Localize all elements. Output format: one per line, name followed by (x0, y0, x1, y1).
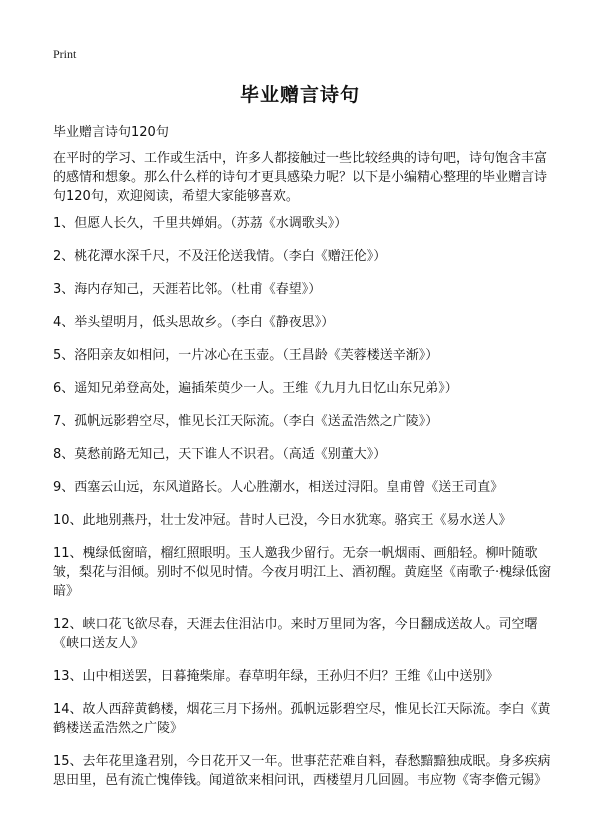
list-item: 1、但愿人长久，千里共婵娟。（苏茘《水调歌头》） (53, 216, 348, 231)
list-item: 11、槐绿低窗暗，榴红照眼明。玉人邀我少留行。无奈一帆烟雨、画船轻。柳叶随歌皱，梨花与泪倾。别时不似见时情。今夜月明江上、酒初醒。黄庭坚《南歌子·槐绿低窗暗》 (53, 546, 552, 599)
list-item: 10、此地别燕丹，壮士发冲冠。昔时人已没，今日水犹寒。骆宾王《易水送人》 (53, 513, 512, 528)
list-item: 13、山中相送罢，日暮掩柴扉。春草明年绿，王孙归不归？王维《山中送别》 (53, 669, 499, 684)
list-item: 12、峡口花飞欲尽春，天涯去住泪沾巾。来时万里同为客，今日翻成送故人。司空曙《峡口送友人》 (53, 617, 538, 651)
list-item: 2、桃花潭水深千尺，不及汪伦送我情。（李白《赠汪伦》） (53, 249, 387, 264)
list-item: 14、故人西辞黄鹤楼，烟花三月下扬州。孤帆远影碧空尽，惟见长江天际流。李白《黄鹤楼送孟浩然之广陵》 (53, 702, 551, 736)
document-subtitle: 毕业赠言诗句120句 (53, 125, 169, 140)
list-item: 8、莫愁前路无知己，天下谁人不识君。（高适《别董大》） (53, 447, 387, 462)
list-item: 9、西塞云山远，东风道路长。人心胜潮水，相送过浔阳。皇甫曾《送王司直》 (53, 480, 504, 495)
poem-list (53, 214, 558, 804)
list-item: 3、海内存知己，天涯若比邻。（杜甫《春望》） (53, 282, 322, 297)
list-item: 4、举头望明月，低头思故乡。（李白《静夜思》） (53, 315, 335, 330)
list-item: 7、孤帆远影碧空尽，惟见长江天际流。（李白《送孟浩然之广陵》） (53, 414, 439, 429)
intro-paragraph: 在平时的学习、工作或生活中，许多人都接触过一些比较经典的诗句吧，诗句饱含丰富的感情和想象。那么什么样的诗句才更具感染力呢？以下是小编精心整理的毕业赠言诗句120句，欢迎阅读，希望大家能够喜欢。 (53, 151, 548, 204)
list-item: 5、洛阳亲友如相问，一片冰心在玉壶。（王昌龄《芙蓉楼送辛渐》） (53, 348, 439, 363)
print-link[interactable]: Print (53, 47, 77, 61)
list-item: 15、去年花里逢君别，今日花开又一年。世事茫茫难自料，春愁黯黯独成眠。身多疾病思田里，邑有流亡愧俸钱。闻道欲来相问讯，西楼望月几回圆。韦应物《寄李儋元锡》 (53, 754, 551, 788)
list-item: 6、遥知兄弟登高处，遍插茱萸少一人。王维《九月九日忆山东兄弟》） (53, 381, 458, 396)
page-title: 毕业赠言诗句 (239, 84, 360, 106)
